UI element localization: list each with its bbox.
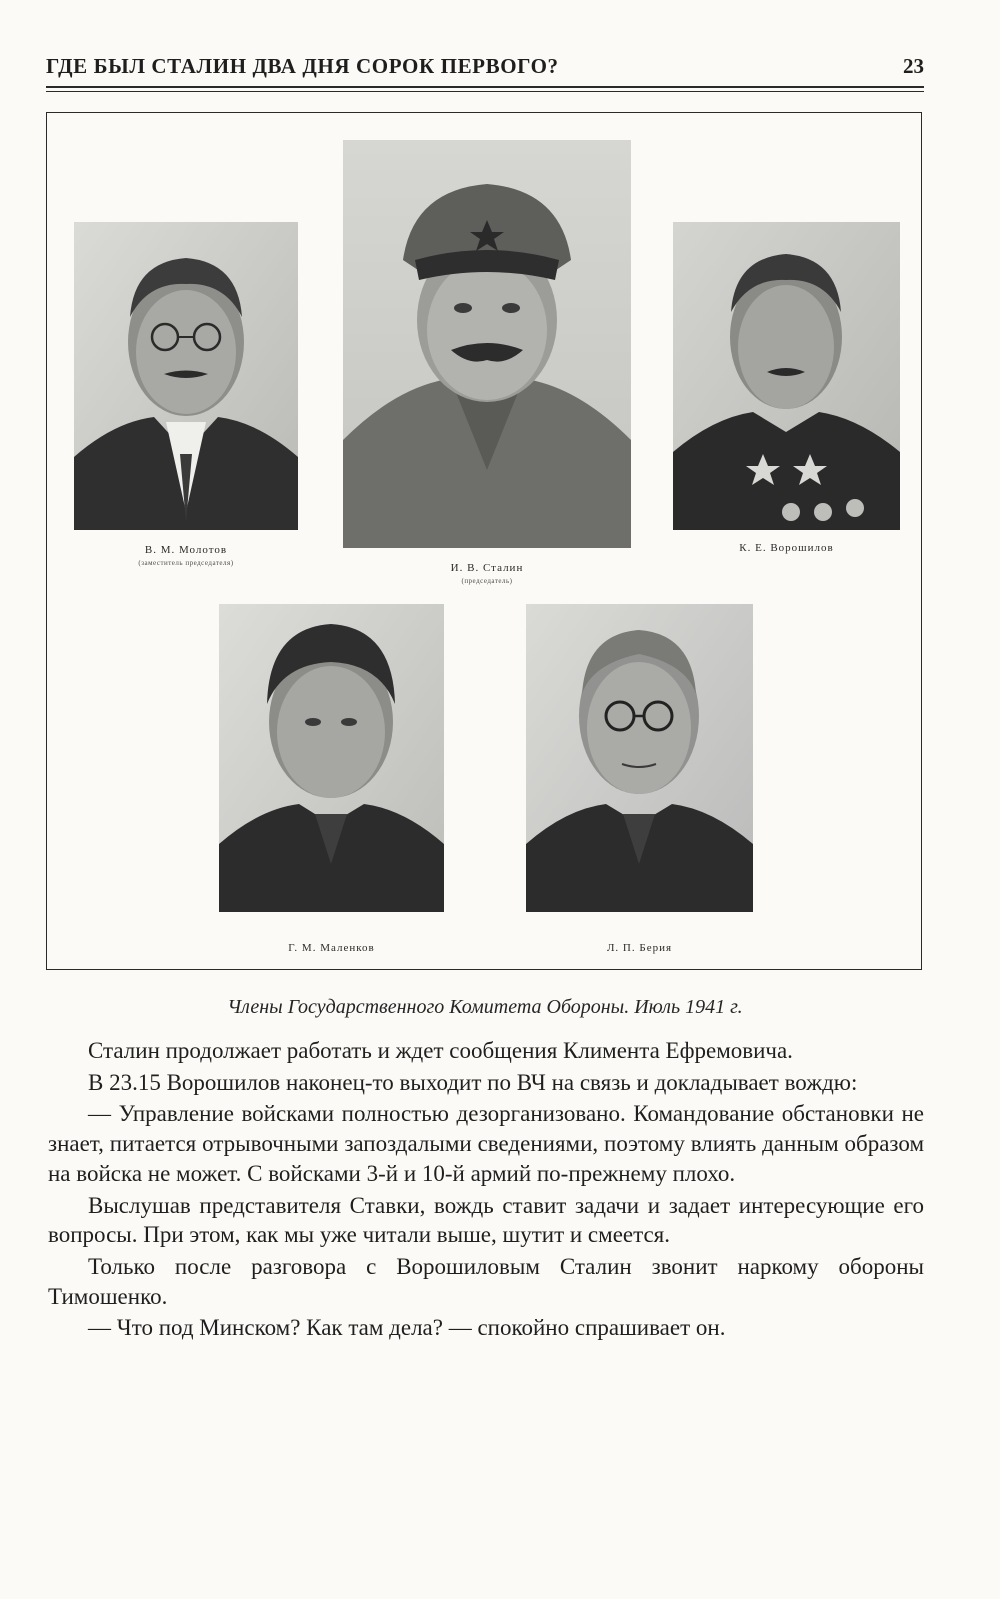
portrait-photo-stalin: [343, 140, 631, 548]
running-header: [46, 54, 924, 84]
body-paragraph: Выслушав представителя Ставки, вождь ставит задачи и задает интересующие его вопросы. При этом, как мы уже читали выше, шутит и смеется.: [48, 1192, 924, 1248]
header-rule-thick: [46, 86, 924, 88]
portrait-name-voroshilov: К. Е. Ворошилов: [739, 542, 834, 554]
portrait-photo-voroshilov: [673, 222, 900, 530]
portrait-name-stalin: И. В. Сталин: [450, 562, 524, 574]
body-text: [48, 1036, 924, 1343]
portrait-role-stalin: (председатель): [461, 577, 513, 585]
body-paragraph: — Что под Минском? Как там дела? — спокойно спрашивает он.: [88, 1315, 726, 1341]
portrait-name-beria: Л. П. Берия: [606, 942, 673, 954]
portrait-role-molotov: (заместитель председателя): [138, 559, 234, 567]
body-paragraph: В 23.15 Ворошилов наконец-то выходит по ВЧ на связь и докладывает вождю:: [88, 1069, 858, 1095]
body-paragraph: — Управление войсками полностью дезорганизовано. Командование обстановки не знает, питается отрывочными запоздалыми сведениями, поэтому влиять данным образом на войска не может. С войсками 3-й и 10-й армий по-прежнему плохо.: [48, 1101, 924, 1186]
running-header-title: ГДЕ БЫЛ СТАЛИН ДВА ДНЯ СОРОК ПЕРВОГО?: [46, 54, 559, 78]
page-number: 23: [903, 54, 924, 78]
body-paragraph: Только после разговора с Ворошиловым Сталин звонит наркому обороны Тимошенко.: [48, 1253, 924, 1309]
figure-caption: Члены Государственного Комитета Обороны. Июль 1941 г.: [227, 996, 743, 1018]
portrait-photo-malenkov: [219, 604, 444, 912]
portrait-name-molotov: В. М. Молотов: [144, 544, 228, 556]
header-rule-thin: [46, 91, 924, 92]
body-paragraph: Сталин продолжает работать и ждет сообщения Климента Ефремовича.: [88, 1038, 793, 1063]
portrait-photo-molotov: [74, 222, 298, 530]
portrait-photo-beria: [526, 604, 753, 912]
portrait-name-malenkov: Г. М. Маленков: [288, 942, 375, 954]
